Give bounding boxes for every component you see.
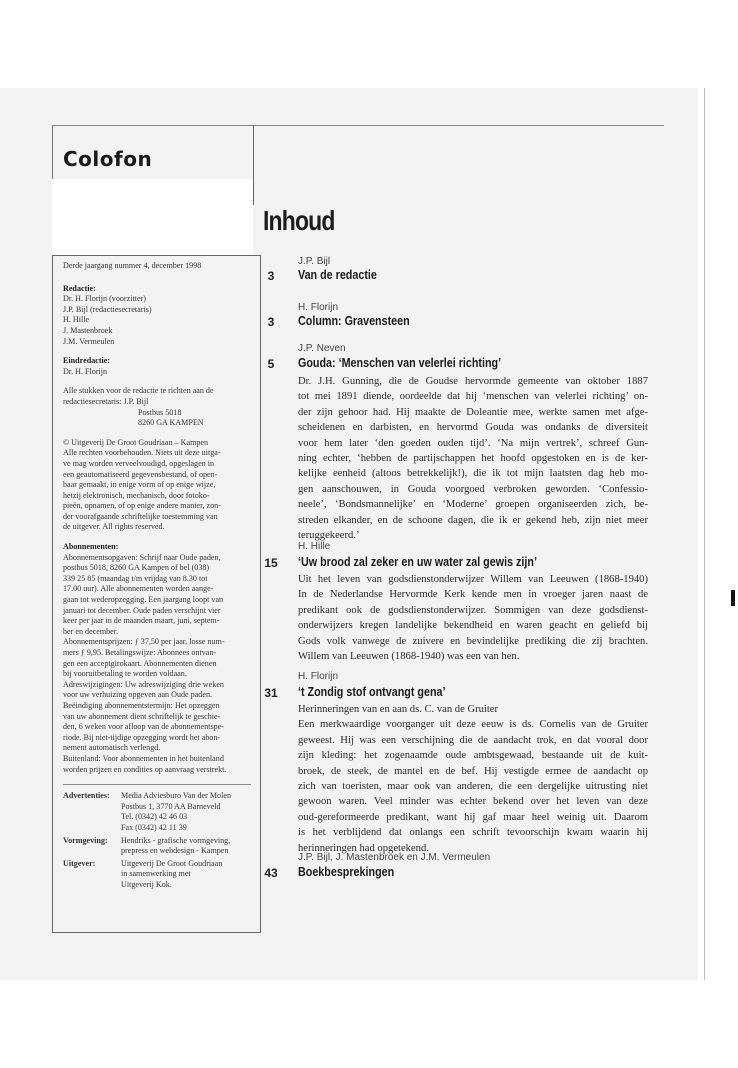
summary-line: is het verblijdend dat onlangs een schrift tevoorschijn kwam waarin hij (298, 827, 648, 839)
advertenties-label: Advertenties: (63, 791, 110, 801)
redactie-member: J. Mastenbroek (63, 325, 113, 335)
column-divider (253, 125, 254, 205)
redactie-member: H. Hille (63, 315, 90, 325)
summary-line: onderwijzers kregen landelijke bekendheid en waren geacht en geliefd bij (298, 620, 648, 632)
advertenties-line: Fax (0342) 42 11 39 (121, 822, 187, 832)
copyright-line: de uitgever. All rights reserved. (63, 522, 165, 532)
summary-line: gewoon waren. Veel minder was echter bekend over het leven van deze (298, 796, 648, 808)
redactie-section (63, 284, 251, 348)
abonnementen-line: keer per jaar in de maanden maart, juni, septem- (63, 616, 220, 626)
vormgeving-line: Hendriks - grafische vormgeving, (121, 835, 231, 845)
toc-page-number: 5 (267, 357, 275, 371)
abonnementen-line: bij vooruitbetaling te worden voldaan. (63, 669, 187, 679)
uitgever-value (121, 859, 251, 891)
page-edge-line (704, 88, 705, 980)
copyright-section (63, 438, 251, 533)
summary-line: voor hem later ‘den goeden ouden tijd’. ‘Na mijn vertrek’, schreef Gun- (298, 437, 648, 449)
toc-entry-title[interactable]: Van de redactie (298, 268, 377, 282)
summary-line: zijn kleding: het zogenaamde oude ambtsgewaad, bestaande uit de kuit- (298, 750, 648, 762)
toc-entry-title[interactable]: ‘t Zondig stof ontvangt gena’ (298, 685, 446, 699)
toc-entry-summary (298, 374, 648, 543)
uitgever-line: Uitgeverij Kok. (121, 879, 172, 889)
colofon-title: Colofon (63, 147, 153, 171)
abonnementen-label: Abonnementen: (63, 542, 119, 552)
copyright-line: Alle rechten voorbehouden. Niets uit deze uitga- (63, 448, 221, 458)
colofon-box (52, 255, 261, 933)
summary-line: In de Nederlandse Hervormde Kerk kende men in vroeger jaren naast de (298, 589, 648, 601)
vormgeving-value (121, 836, 251, 857)
redactie-member: Dr. H. Florijn (voorzitter) (63, 294, 146, 304)
summary-line: zich van toeristen, maar ook van anderen, die een dergelijke uitrusting niet (298, 781, 648, 793)
inhoud-title: Inhoud (263, 205, 335, 236)
uitgever-row (63, 859, 251, 891)
advertenties-value (121, 791, 251, 833)
abonnementen-line: worden prijzen en condities op aanvraag verstrekt. (63, 764, 227, 774)
summary-line: streden elkander, en de schoone dagen, die ik er gekend heb, zijn niet meer (298, 514, 648, 526)
colofon-divider (63, 784, 251, 785)
toc-page-number: 3 (267, 315, 275, 329)
abonnementen-line: gaan tot wederopzegging. Een jaargang loopt van (63, 595, 224, 605)
stukken-line: 8260 GA KAMPEN (138, 418, 204, 428)
vormgeving-row (63, 836, 251, 857)
toc-author: J.P. Neven (298, 343, 346, 354)
redactie-member: J.M. Vermeulen (63, 336, 115, 346)
copyright-line: der voorafgaande schriftelijke toestemming van (63, 511, 218, 521)
summary-line: Uit het leven van godsdienstonderwijzer Willem van Leeuwen (1868-1940) (298, 574, 648, 585)
summary-line: kelijke eenheid (altoos betrekkelijk!), die ik tot mijn laatsten dag heb mo- (298, 468, 648, 480)
uitgever-line: in samenwerking met (121, 869, 191, 879)
copyright-line: baar gemaakt, in enige vorm of op enige wijze, (63, 480, 216, 490)
advertenties-line: Tel. (0342) 42 46 03 (121, 812, 188, 822)
summary-line: tot mei 1891 diende, oordeelde dat hij ‘menschen van velerlei richting’ on- (298, 391, 648, 403)
abonnementen-line: gen een acceptgirokaart. Abonnementen dienen (63, 658, 217, 668)
toc-author: J.P. Bijl (298, 256, 331, 267)
copyright-line: een geautomatiseerd gegevensbestand, of open- (63, 469, 218, 479)
redactie-member: J.P. Bijl (redactiesecretaris) (63, 304, 152, 314)
summary-line: geweest. Hij was een verschijning die de aandacht trok, en dat vooral door (298, 734, 648, 746)
summary-line: Gods volk vanwege de zuivere en bevindelijke prediking die zij brachten. (298, 635, 648, 647)
stukken-line: Alle stukken voor de redactie te richten aan de (63, 386, 214, 396)
eindredactie-section (63, 356, 251, 377)
summary-line: predikant ook de godsdienstonderwijzer. Sommigen van deze godsdienst- (298, 604, 648, 616)
abonnementen-line: postbus 5018, 8260 GA Kampen of bel (038) (63, 563, 210, 573)
advertenties-line: Media Adviesburo Van der Molen (121, 791, 231, 801)
summary-line: neele’, ‘Bondsmannelijke’ en ‘Moderne’ groepen organiseerden zich, be- (298, 499, 648, 511)
summary-line: Dr. J.H. Gunning, die de Goudse hervormde gemeente van oktober 1887 (298, 376, 648, 387)
abonnementen-line: Beëindiging abonnementstermijn: Het opzeggen (63, 700, 220, 710)
summary-line: broek, de steek, de mantel en de bef. Hij vestigde ermee de aandacht op (298, 765, 648, 777)
abonnementen-line: ber en december. (63, 626, 119, 636)
copyright-line: ve mag worden verveelvoudigd, opgeslagen in (63, 458, 215, 468)
uitgever-line: Uitgeverij De Groot Goudriaan (121, 858, 223, 868)
toc-author: H. Hille (298, 541, 331, 552)
toc-page-number: 15 (264, 556, 278, 570)
summary-line: herinneringen had opgetekend. (298, 842, 429, 854)
toc-author: H. Florijn (298, 302, 339, 313)
copyright-line: hetzij elektronisch, mechanisch, door fotoko- (63, 490, 210, 500)
toc-entry-title[interactable]: ‘Uw brood zal zeker en uw water zal gewis zijn’ (298, 555, 537, 569)
advertenties-line: Postbus 1, 3770 AA Barneveld (121, 801, 221, 811)
copyright-line: © Uitgeverij De Groot Goudriaan – Kampen (63, 437, 209, 447)
redactie-label: Redactie: (63, 283, 96, 293)
toc-page-number: 3 (267, 269, 275, 283)
summary-line: der zijn gehoor had. Hij maakte de Doleantie mee, werkte samen met afge- (298, 406, 648, 418)
toc-author: J.P. Bijl, J. Mastenbroek en J.M. Vermeulen (298, 852, 491, 863)
abonnementen-line: mers ƒ 9,95. Betalingswijze: Abonnees ontvan- (63, 648, 217, 657)
toc-entry-summary (298, 572, 648, 664)
colofon-header (52, 125, 253, 179)
stukken-line: Postbus 5018 (138, 407, 182, 417)
toc-entry-title[interactable]: Boekbesprekingen (298, 865, 395, 879)
toc-page-number: 31 (264, 686, 278, 700)
uitgever-label: Uitgever: (63, 858, 96, 868)
abonnementen-line: van uw abonnement dient schriftelijk te geschie- (63, 711, 221, 721)
stukken-line: redactiesecretaris: J.P. Bijl (63, 396, 149, 406)
abonnementen-section (63, 542, 251, 775)
abonnementen-line: 17.00 uur). Alle abonnementen worden aange- (63, 584, 214, 594)
abonnementen-line: den, 6 weken voor afloop van de abonnementspe- (63, 722, 224, 732)
summary-line: oud-gereformeerde predikant, want hij gaf maar heel weinig uit. Daarom (298, 811, 648, 823)
abonnementen-line: Abonnementsopgaven: Schrijf naar Oude paden, (63, 552, 221, 562)
summary-line: teruggekeerd.’ (298, 530, 360, 542)
colofon-gap (52, 179, 253, 255)
summary-line: ning echter, ‘hebben de partijschappen het hoofd opgestoken en is de ker- (298, 453, 648, 465)
vormgeving-label: Vormgeving: (63, 835, 108, 845)
copyright-line: pieën, opnamen, of op enige andere manier, zon- (63, 501, 221, 511)
summary-line: Herinneringen van en aan ds. C. van de Gruiter (298, 704, 499, 715)
summary-line: gen aanschouwen, in Gouda voorgoed verbroken geworden. ‘Confessio- (298, 483, 648, 495)
abonnementen-line: Abonnementsprijzen: ƒ 37,50 per jaar, losse num- (63, 637, 225, 647)
eindredactie-name: Dr. H. Florijn (63, 366, 108, 376)
vormgeving-line: prepress en webdesign - Kampen (121, 846, 229, 856)
abonnementen-line: voor uw verhuizing opgeven aan Oude paden. (63, 690, 213, 700)
summary-line: scheidenen en darbisten, en hervormd Gouda was ondanks de diversiteit (298, 422, 648, 434)
stukken-section (63, 386, 251, 428)
toc-entry-title[interactable]: Gouda: ‘Menschen van velerlei richting’ (298, 356, 502, 370)
toc-page-number: 43 (264, 866, 278, 880)
summary-line: Een merkwaardige voorganger uit deze eeuw is ds. Cornelis van de Gruiter (298, 719, 648, 731)
abonnementen-line: riode. Bij niet-tijdige opzegging wordt het abon- (63, 732, 221, 742)
margin-mark (731, 590, 735, 606)
summary-line: Willem van Leeuwen (1868-1940) was een van hen. (298, 651, 520, 663)
abonnementen-line: Adreswijzigingen: Uw adreswijziging drie weken (63, 679, 224, 689)
toc-author: H. Florijn (298, 671, 339, 682)
advertenties-row (63, 791, 251, 833)
abonnementen-line: 339 25 85 (maandag t/m vrijdag van 8.30 tot (63, 573, 208, 583)
abonnementen-line: Buitenland: Voor abonnementen in het buitenland (63, 753, 224, 763)
abonnementen-line: nement automatisch verlengd. (63, 743, 161, 753)
eindredactie-label: Eindredactie: (63, 356, 111, 366)
edition-line: Derde jaargang nummer 4, december 1998 (63, 261, 202, 270)
toc-entry-title[interactable]: Column: Gravensteen (298, 314, 410, 328)
toc-entry-summary (298, 702, 648, 856)
abonnementen-line: januari tot december. Oude paden verschijnt vier (63, 605, 221, 615)
